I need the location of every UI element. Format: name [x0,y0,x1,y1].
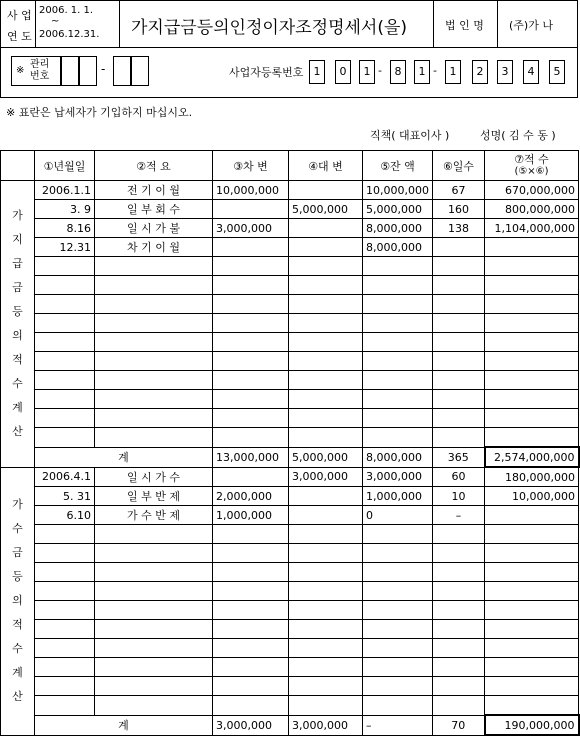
desc-cell [95,620,213,639]
desc-cell [95,696,213,716]
desc-cell [95,563,213,582]
balance-cell [363,525,433,544]
side-char: 급 [12,256,23,270]
desc-cell: 일 시 가 수 [95,467,213,487]
date-cell [35,257,95,276]
accum-cell [485,696,579,716]
total-debit: 3,000,000 [213,715,289,735]
debit-cell [213,314,289,333]
days-cell [433,295,485,314]
total-balance: 8,000,000 [363,447,433,467]
debit-cell [213,620,289,639]
corp-name-label: 법 인 명 [445,19,484,32]
period-start: 2006. 1. 1. [39,5,94,16]
debit-cell [213,582,289,601]
mgmt-number-cell[interactable] [79,56,97,86]
total-accum: 2,574,000,000 [485,447,579,467]
balance-cell [363,257,433,276]
date-cell [35,601,95,620]
accum-cell [485,544,579,563]
reg-digit: 4 [523,60,539,84]
side-char: 계 [12,400,23,414]
days-cell [433,677,485,696]
corner-cell [1,151,35,181]
balance-cell [363,658,433,677]
side-char: 의 [12,594,23,607]
table-row [1,677,579,696]
debit-cell [213,200,289,219]
debit-cell: 2,000,000 [213,487,289,506]
reg-digit: 1 [445,60,461,84]
debit-cell [213,525,289,544]
table-row [1,639,579,658]
period-sep: ~ [51,16,60,27]
days-cell [433,525,485,544]
table-row [1,200,579,219]
accum-cell [485,314,579,333]
desc-cell [95,582,213,601]
days-cell: – [433,506,485,525]
days-cell [433,639,485,658]
col-header-accum-formula: (⑤×⑥) [514,165,549,177]
total-days: 70 [433,715,485,735]
total-label: 계 [35,447,213,467]
credit-cell [289,181,363,200]
balance-cell: 8,000,000 [363,219,433,238]
days-cell [433,314,485,333]
balance-cell [363,371,433,390]
credit-cell [289,409,363,428]
desc-cell [95,525,213,544]
debit-cell [213,295,289,314]
desc-cell [95,276,213,295]
reg-digit: 1 [414,60,430,84]
days-cell: 67 [433,181,485,200]
accum-cell: 10,000,000 [485,487,579,506]
debit-cell [213,238,289,257]
reg-digit: 2 [472,60,488,84]
credit-cell [289,677,363,696]
debit-cell [213,257,289,276]
table-row [1,276,579,295]
date-cell [35,582,95,601]
year-label-top: 사 업 [7,9,32,22]
table-row [1,601,579,620]
date-cell [35,620,95,639]
form-header [0,0,578,48]
accum-cell [485,506,579,525]
credit-cell [289,295,363,314]
column-header-row [1,151,579,181]
days-cell: 10 [433,487,485,506]
days-cell [433,276,485,295]
debit-cell [213,276,289,295]
table-row [1,544,579,563]
desc-cell: 일 부 회 수 [95,200,213,219]
days-cell [433,390,485,409]
days-cell [433,544,485,563]
debit-cell [213,390,289,409]
total-debit: 13,000,000 [213,447,289,467]
accum-cell [485,677,579,696]
date-cell [35,371,95,390]
side-char: 수 [12,522,23,535]
star-mark: ※ [16,65,25,76]
debit-cell [213,677,289,696]
desc-cell [95,333,213,352]
days-cell: 60 [433,467,485,487]
balance-cell: 8,000,000 [363,238,433,257]
side-char: 수 [12,376,23,390]
credit-cell [289,428,363,448]
table-row [1,563,579,582]
debit-cell [213,544,289,563]
credit-cell [289,544,363,563]
total-credit: 3,000,000 [289,715,363,735]
total-label: 계 [35,715,213,735]
total-credit: 5,000,000 [289,447,363,467]
credit-cell [289,639,363,658]
days-cell [433,238,485,257]
side-char: 지 [12,232,23,246]
date-cell [35,544,95,563]
debit-cell [213,563,289,582]
debit-cell: 1,000,000 [213,506,289,525]
table-row [1,238,579,257]
debit-cell: 3,000,000 [213,219,289,238]
balance-cell [363,333,433,352]
debit-cell [213,428,289,448]
section-side-label [1,181,35,468]
col-header-desc: ②적 요 [95,151,213,181]
date-cell [35,658,95,677]
table-row [1,487,579,506]
date-cell [35,409,95,428]
days-cell [433,428,485,448]
balance-cell [363,620,433,639]
side-char: 수 [12,642,23,655]
col-header-accum [485,151,579,181]
debit-cell [213,696,289,716]
credit-cell: 5,000,000 [289,200,363,219]
date-cell: 3. 9 [35,200,95,219]
credit-cell: 3,000,000 [289,467,363,487]
credit-cell [289,371,363,390]
table-row [1,696,579,716]
accum-cell [485,276,579,295]
days-cell [433,620,485,639]
date-cell: 6.10 [35,506,95,525]
desc-cell [95,314,213,333]
mgmt-number-cell[interactable] [61,56,79,86]
table-row [1,467,579,487]
credit-cell [289,506,363,525]
credit-cell [289,620,363,639]
debit-cell [213,409,289,428]
credit-cell [289,352,363,371]
side-char: 적 [12,352,23,366]
total-row [1,447,579,467]
mgmt-dash: - [101,62,106,76]
total-row [1,715,579,735]
days-cell [433,352,485,371]
date-cell [35,428,95,448]
desc-cell: 전 기 이 월 [95,181,213,200]
credit-cell [289,219,363,238]
date-cell [35,333,95,352]
credit-cell [289,525,363,544]
balance-cell: 0 [363,506,433,525]
table-row [1,219,579,238]
date-cell [35,276,95,295]
side-char: 산 [12,424,23,438]
table-row [1,582,579,601]
accum-cell [485,620,579,639]
date-cell [35,525,95,544]
accum-cell [485,563,579,582]
credit-cell [289,314,363,333]
balance-cell: 5,000,000 [363,200,433,219]
mgmt-number-label-box [11,56,61,86]
desc-cell [95,677,213,696]
identification-band [0,48,578,98]
days-cell [433,409,485,428]
col-header-days: ⑥일수 [433,151,485,181]
total-balance: – [363,715,433,735]
side-char: 가 [12,208,23,222]
accum-cell [485,658,579,677]
form-title: 가지급금등의인정이자조정명세서(을) [131,18,408,38]
balance-cell [363,601,433,620]
days-cell [433,582,485,601]
reg-digit: 8 [390,60,406,84]
table-row [1,525,579,544]
credit-cell [289,276,363,295]
reg-number-label: 사업자등록번호 [229,66,304,79]
side-char: 계 [12,666,23,679]
desc-cell [95,658,213,677]
balance-cell [363,639,433,658]
balance-cell [363,696,433,716]
date-cell [35,390,95,409]
credit-cell [289,333,363,352]
table-row [1,333,579,352]
date-cell [35,314,95,333]
days-cell [433,601,485,620]
col-header-credit: ④대 변 [289,151,363,181]
corp-name: (주)가 나 [509,19,553,32]
side-char: 적 [12,618,23,631]
table-row [1,314,579,333]
side-char: 가 [12,498,23,511]
side-char: 등 [12,570,23,583]
days-cell [433,563,485,582]
debit-cell [213,371,289,390]
date-cell [35,639,95,658]
desc-cell [95,257,213,276]
days-cell [433,371,485,390]
reg-digit: 3 [497,60,513,84]
table-row [1,428,579,448]
debit-cell [213,333,289,352]
col-header-date: ①년월일 [35,151,95,181]
debit-cell [213,658,289,677]
desc-cell [95,371,213,390]
desc-cell [95,390,213,409]
table-row [1,352,579,371]
date-cell: 2006.4.1 [35,467,95,487]
balance-cell [363,352,433,371]
accum-cell [485,295,579,314]
date-cell [35,563,95,582]
balance-cell: 10,000,000 [363,181,433,200]
credit-cell [289,257,363,276]
credit-cell [289,563,363,582]
balance-cell [363,390,433,409]
balance-cell [363,295,433,314]
desc-cell: 가 수 반 제 [95,506,213,525]
reg-digit: 1 [309,60,325,84]
notice-text: ※ 표란은 납세자가 기입하지 마십시오. [6,106,193,119]
table-row [1,295,579,314]
table-row [1,506,579,525]
debit-cell: 10,000,000 [213,181,289,200]
accum-cell [485,371,579,390]
section-side-label [1,467,35,735]
table-row [1,371,579,390]
accum-cell: 670,000,000 [485,181,579,200]
debit-cell [213,352,289,371]
period-end: 2006.12.31. [39,29,100,40]
debit-cell [213,601,289,620]
accum-cell [485,257,579,276]
balance-cell [363,409,433,428]
table-row [1,409,579,428]
balance-cell: 3,000,000 [363,467,433,487]
side-char: 산 [12,690,23,703]
year-label-bottom: 연 도 [7,30,32,43]
representative-position: 직책( 대표이사 ) [370,129,450,142]
balance-cell [363,544,433,563]
table-row [1,390,579,409]
date-cell: 8.16 [35,219,95,238]
days-cell: 160 [433,200,485,219]
accum-cell [485,352,579,371]
table-row [1,658,579,677]
total-days: 365 [433,447,485,467]
desc-cell: 차 기 이 월 [95,238,213,257]
desc-cell [95,352,213,371]
accum-cell: 800,000,000 [485,200,579,219]
accum-cell [485,428,579,448]
balance-cell [363,314,433,333]
date-cell [35,677,95,696]
date-cell: 5. 31 [35,487,95,506]
desc-cell [95,544,213,563]
side-char: 등 [12,304,23,318]
desc-cell [95,295,213,314]
days-cell [433,333,485,352]
credit-cell [289,390,363,409]
balance-cell [363,582,433,601]
date-cell [35,352,95,371]
credit-cell [289,658,363,677]
debit-cell [213,467,289,487]
accum-cell [485,601,579,620]
reg-dash: - [433,64,437,77]
days-cell [433,658,485,677]
accum-cell [485,238,579,257]
date-cell [35,295,95,314]
side-char: 금 [12,546,23,559]
col-header-debit: ③차 변 [213,151,289,181]
days-cell [433,696,485,716]
days-cell: 138 [433,219,485,238]
reg-dash: - [378,64,382,77]
mgmt-number-cell[interactable] [131,56,149,86]
credit-cell [289,696,363,716]
date-cell [35,696,95,716]
mgmt-number-cell[interactable] [113,56,131,86]
credit-cell [289,582,363,601]
date-cell: 12.31 [35,238,95,257]
credit-cell [289,601,363,620]
accum-cell [485,525,579,544]
representative-name: 성명( 김 수 동 ) [480,129,556,142]
accum-cell [485,409,579,428]
total-accum: 190,000,000 [485,715,579,735]
desc-cell [95,428,213,448]
mgmt-number-label: 관리 번호 [30,59,50,82]
balance-cell [363,428,433,448]
table-row [1,181,579,200]
col-header-accum-title: ⑦적 수 [514,152,549,166]
balance-cell [363,276,433,295]
table-row [1,620,579,639]
days-cell [433,257,485,276]
accum-cell [485,333,579,352]
side-char: 금 [12,280,23,294]
interest-calc-table [0,150,580,736]
balance-cell [363,563,433,582]
accum-cell: 180,000,000 [485,467,579,487]
desc-cell: 일 시 가 불 [95,219,213,238]
accum-cell [485,582,579,601]
reg-digit: 1 [359,60,375,84]
reg-digit: 0 [335,60,351,84]
col-header-balance: ⑤잔 액 [363,151,433,181]
table-row [1,257,579,276]
desc-cell [95,639,213,658]
accum-cell: 1,104,000,000 [485,219,579,238]
date-cell: 2006.1.1 [35,181,95,200]
credit-cell [289,238,363,257]
desc-cell [95,409,213,428]
accum-cell [485,390,579,409]
balance-cell: 1,000,000 [363,487,433,506]
reg-digit: 5 [549,60,565,84]
desc-cell: 일 부 반 제 [95,487,213,506]
balance-cell [363,677,433,696]
accum-cell [485,639,579,658]
debit-cell [213,639,289,658]
side-char: 의 [12,328,23,342]
credit-cell [289,487,363,506]
desc-cell [95,601,213,620]
